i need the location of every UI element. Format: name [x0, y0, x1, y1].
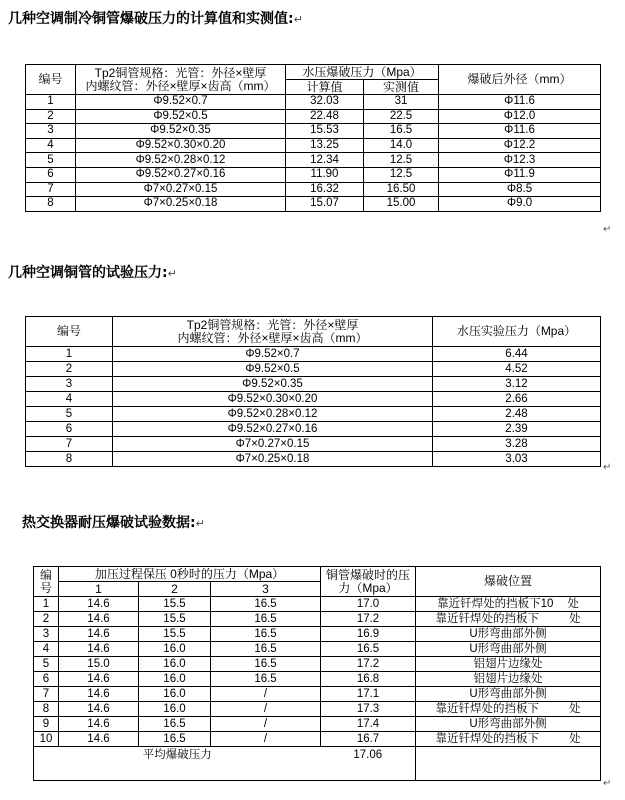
position-text: U形弯曲部外侧 — [469, 627, 547, 640]
cell-spec: Φ7×0.25×0.18 — [113, 452, 433, 467]
cell-burst: 16.7 — [321, 732, 416, 747]
cell-burst: 17.3 — [321, 702, 416, 717]
cell-measured: 14.0 — [364, 138, 439, 153]
cell-no: 6 — [26, 167, 76, 182]
cell-calculated: 22.48 — [286, 109, 364, 124]
header-spec — [76, 65, 286, 95]
table-row — [26, 95, 601, 110]
cell-position — [416, 612, 601, 627]
average-label: 平均爆破压力 — [34, 747, 321, 781]
position-text: U形弯曲部外侧 — [469, 717, 547, 730]
cell-no: 3 — [34, 627, 59, 642]
header-no: 编号 — [26, 317, 113, 347]
table-row-average — [34, 747, 601, 781]
cell-position — [416, 597, 601, 612]
position-suffix: 处 — [569, 702, 581, 715]
table-row — [26, 377, 601, 392]
cell-calculated: 12.34 — [286, 153, 364, 168]
cell-spec: Φ9.52×0.27×0.16 — [76, 167, 286, 182]
cell-measured: 16.5 — [364, 124, 439, 139]
heat-exchanger-table — [33, 566, 601, 781]
cell-no: 5 — [26, 407, 113, 422]
position-suffix: 处 — [569, 732, 581, 745]
paragraph-mark: ↵ — [603, 778, 612, 789]
cell-stage-1: 14.6 — [59, 642, 139, 657]
header-spec-line1: Tp2铜管规格：光管：外径×壁厚 — [186, 317, 359, 332]
cell-no: 6 — [26, 422, 113, 437]
cell-position — [416, 627, 601, 642]
cell-no: 1 — [34, 597, 59, 612]
cell-stage-2: 15.5 — [139, 627, 211, 642]
cell-stage-2: 16.0 — [139, 672, 211, 687]
cell-outer-diameter: Φ11.6 — [439, 124, 601, 139]
table-row — [26, 407, 601, 422]
cell-measured: 12.5 — [364, 167, 439, 182]
cell-no: 7 — [26, 182, 76, 197]
cell-no: 5 — [26, 153, 76, 168]
table-row — [34, 627, 601, 642]
cell-no: 8 — [26, 197, 76, 212]
header-spec — [113, 317, 433, 347]
cell-position — [416, 717, 601, 732]
cell-no: 5 — [34, 657, 59, 672]
cell-test-pressure: 3.03 — [433, 452, 601, 467]
cell-stage-2: 15.5 — [139, 612, 211, 627]
cell-spec: Φ9.52×0.28×0.12 — [113, 407, 433, 422]
table-row — [34, 597, 601, 612]
cell-spec: Φ9.52×0.35 — [113, 377, 433, 392]
cell-stage-2: 15.5 — [139, 597, 211, 612]
table-row — [34, 717, 601, 732]
header-burst-line2: 力（Mpa） — [338, 580, 398, 595]
header-burst-pressure — [321, 567, 416, 597]
cell-measured: 31 — [364, 95, 439, 110]
cell-no: 2 — [26, 109, 76, 124]
cell-no: 3 — [26, 124, 76, 139]
cell-test-pressure: 2.48 — [433, 407, 601, 422]
cell-outer-diameter: Φ11.6 — [439, 95, 601, 110]
table-row — [34, 612, 601, 627]
cell-no: 1 — [26, 347, 113, 362]
cell-test-pressure: 3.12 — [433, 377, 601, 392]
cell-stage-2: 16.0 — [139, 687, 211, 702]
cell-burst: 16.8 — [321, 672, 416, 687]
table-row — [26, 167, 601, 182]
table-row — [34, 702, 601, 717]
cell-stage-3: / — [211, 717, 321, 732]
section-heading-test-pressure: 几种空调铜管的试验压力:↵ — [8, 265, 177, 281]
cell-measured: 22.5 — [364, 109, 439, 124]
cell-no: 9 — [34, 717, 59, 732]
header-measured: 实测值 — [364, 80, 439, 95]
header-no-line2: 号 — [39, 580, 52, 595]
cell-no: 7 — [34, 687, 59, 702]
cell-test-pressure: 2.39 — [433, 422, 601, 437]
header-stage-3: 3 — [211, 582, 321, 597]
cell-outer-diameter: Φ8.5 — [439, 182, 601, 197]
cell-no: 8 — [34, 702, 59, 717]
position-text: U形弯曲部外侧 — [469, 687, 547, 700]
position-text: 铝翅片边缘处 — [473, 657, 543, 670]
header-stage-1: 1 — [59, 582, 139, 597]
section-heading-burst-pressure: 几种空调制冷铜管爆破压力的计算值和实测值:↵ — [8, 11, 303, 27]
header-no: 编号 — [26, 65, 76, 95]
cell-outer-diameter: Φ12.0 — [439, 109, 601, 124]
cell-stage-3: / — [211, 687, 321, 702]
section-heading-heat-exchanger: 热交换器耐压爆破试验数据:↵ — [22, 515, 205, 531]
position-text: 靠近钎焊处的挡板下 — [435, 732, 540, 745]
cell-no: 4 — [26, 138, 76, 153]
average-blank — [416, 747, 601, 781]
test-pressure-table — [25, 316, 601, 467]
cell-spec: Φ9.52×0.5 — [113, 362, 433, 377]
table-row — [34, 642, 601, 657]
cell-burst: 16.5 — [321, 642, 416, 657]
cell-position — [416, 732, 601, 747]
cell-stage-3: 16.5 — [211, 672, 321, 687]
cell-stage-2: 16.5 — [139, 717, 211, 732]
cell-spec: Φ9.52×0.30×0.20 — [113, 392, 433, 407]
header-spec-line2: 内螺纹管：外径×壁厚×齿高（mm） — [177, 330, 368, 345]
header-burst-position: 爆破位置 — [416, 567, 601, 597]
header-stage-2: 2 — [139, 582, 211, 597]
cell-stage-2: 16.0 — [139, 642, 211, 657]
cell-spec: Φ9.52×0.28×0.12 — [76, 153, 286, 168]
cell-calculated: 13.25 — [286, 138, 364, 153]
cell-stage-1: 14.6 — [59, 612, 139, 627]
cell-stage-1: 14.6 — [59, 717, 139, 732]
cell-test-pressure: 4.52 — [433, 362, 601, 377]
cell-spec: Φ7×0.27×0.15 — [113, 437, 433, 452]
header-outer-diameter: 爆破后外径（mm） — [439, 65, 601, 95]
cell-stage-1: 14.6 — [59, 732, 139, 747]
position-text: 铝翅片边缘处 — [473, 672, 543, 685]
cell-no: 2 — [26, 362, 113, 377]
cell-spec: Φ9.52×0.5 — [76, 109, 286, 124]
cell-calculated: 15.53 — [286, 124, 364, 139]
cell-spec: Φ9.52×0.30×0.20 — [76, 138, 286, 153]
cell-burst: 17.1 — [321, 687, 416, 702]
cell-stage-3: 16.5 — [211, 612, 321, 627]
cell-no: 4 — [34, 642, 59, 657]
table-row — [34, 732, 601, 747]
cell-position — [416, 672, 601, 687]
cell-stage-1: 14.6 — [59, 672, 139, 687]
cell-stage-2: 16.0 — [139, 657, 211, 672]
cell-position — [416, 642, 601, 657]
cell-no: 3 — [26, 377, 113, 392]
table-row — [26, 362, 601, 377]
cell-no: 4 — [26, 392, 113, 407]
cell-test-pressure: 3.28 — [433, 437, 601, 452]
cell-burst: 17.2 — [321, 657, 416, 672]
cell-burst: 17.0 — [321, 597, 416, 612]
cell-spec: Φ9.52×0.7 — [76, 95, 286, 110]
cell-no: 7 — [26, 437, 113, 452]
cell-outer-diameter: Φ9.0 — [439, 197, 601, 212]
cell-position — [416, 687, 601, 702]
table-row — [26, 437, 601, 452]
cell-no: 6 — [34, 672, 59, 687]
table-row — [34, 672, 601, 687]
cell-stage-3: 16.5 — [211, 642, 321, 657]
table-row — [26, 182, 601, 197]
cell-calculated: 16.32 — [286, 182, 364, 197]
table-row — [26, 392, 601, 407]
paragraph-mark: ↵ — [603, 462, 612, 473]
cell-outer-diameter: Φ12.2 — [439, 138, 601, 153]
cell-outer-diameter: Φ12.3 — [439, 153, 601, 168]
cell-calculated: 11.90 — [286, 167, 364, 182]
position-text: 靠近钎焊处的挡板下 — [435, 702, 540, 715]
cell-no: 2 — [34, 612, 59, 627]
header-no — [34, 567, 59, 597]
header-test-pressure: 水压实验压力（Mpa） — [433, 317, 601, 347]
position-suffix: 处 — [567, 597, 579, 610]
table-row — [26, 422, 601, 437]
cell-spec: Φ9.52×0.7 — [113, 347, 433, 362]
position-suffix: 处 — [569, 612, 581, 625]
cell-spec: Φ7×0.27×0.15 — [76, 182, 286, 197]
table-row — [26, 197, 601, 212]
cell-stage-3: 16.5 — [211, 657, 321, 672]
position-text: 靠近钎焊处的挡板下10 — [437, 597, 554, 610]
table-row — [34, 657, 601, 672]
table-row — [26, 124, 601, 139]
position-text: U形弯曲部外侧 — [469, 642, 547, 655]
cell-burst: 16.9 — [321, 627, 416, 642]
cell-measured: 16.50 — [364, 182, 439, 197]
cell-position — [416, 657, 601, 672]
cell-spec: Φ9.52×0.27×0.16 — [113, 422, 433, 437]
average-value: 17.06 — [321, 747, 416, 781]
header-calculated: 计算值 — [286, 80, 364, 95]
table-row — [34, 687, 601, 702]
paragraph-mark: ↵ — [603, 224, 612, 235]
header-hold-pressure: 加压过程保压 0秒时的压力（Mpa） — [59, 567, 321, 582]
cell-stage-3: 16.5 — [211, 597, 321, 612]
header-spec-line1: Tp2铜管规格：光管：外径×壁厚 — [94, 65, 267, 80]
table-row — [26, 347, 601, 362]
cell-no: 1 — [26, 95, 76, 110]
cell-stage-1: 15.0 — [59, 657, 139, 672]
cell-position — [416, 702, 601, 717]
table-row — [26, 138, 601, 153]
header-spec-line2: 内螺纹管：外径×壁厚×齿高（mm） — [85, 78, 276, 93]
cell-measured: 15.00 — [364, 197, 439, 212]
header-no-line1: 编 — [39, 567, 52, 582]
cell-no: 8 — [26, 452, 113, 467]
cell-spec: Φ7×0.25×0.18 — [76, 197, 286, 212]
table-row — [26, 153, 601, 168]
table-row — [26, 109, 601, 124]
cell-burst: 17.2 — [321, 612, 416, 627]
cell-no: 10 — [34, 732, 59, 747]
cell-measured: 12.5 — [364, 153, 439, 168]
cell-stage-3: / — [211, 702, 321, 717]
cell-stage-3: 16.5 — [211, 627, 321, 642]
cell-calculated: 32.03 — [286, 95, 364, 110]
burst-pressure-table — [25, 64, 601, 212]
cell-burst: 17.4 — [321, 717, 416, 732]
header-burst-line1: 铜管爆破时的压 — [326, 567, 411, 582]
cell-stage-1: 14.6 — [59, 702, 139, 717]
cell-stage-3: / — [211, 732, 321, 747]
cell-test-pressure: 2.66 — [433, 392, 601, 407]
header-water-burst: 水压爆破压力（Mpa） — [286, 65, 439, 80]
table-row — [26, 452, 601, 467]
cell-stage-2: 16.0 — [139, 702, 211, 717]
cell-stage-1: 14.6 — [59, 627, 139, 642]
position-text: 靠近钎焊处的挡板下 — [435, 612, 540, 625]
cell-stage-2: 16.5 — [139, 732, 211, 747]
cell-outer-diameter: Φ11.9 — [439, 167, 601, 182]
cell-spec: Φ9.52×0.35 — [76, 124, 286, 139]
cell-stage-1: 14.6 — [59, 597, 139, 612]
cell-test-pressure: 6.44 — [433, 347, 601, 362]
cell-stage-1: 14.6 — [59, 687, 139, 702]
cell-calculated: 15.07 — [286, 197, 364, 212]
